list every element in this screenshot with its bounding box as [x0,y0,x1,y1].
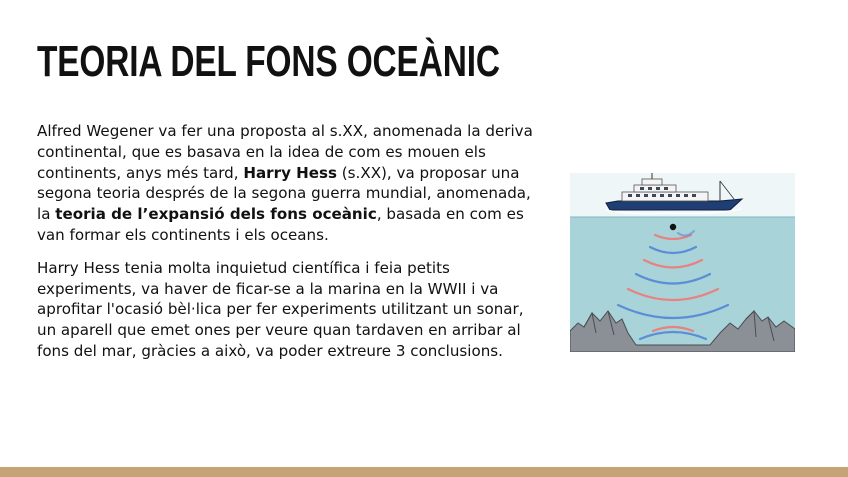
slide-body [37,121,541,374]
paragraph1-text-b: (s.XX), va proposar una segona teoria després de la segona guerra mundial, anomenada, la [37,163,531,224]
paragraph1-text-a: Alfred Wegener va fer una proposta al s.XX, anomenada la deriva continental, que es basava en la idea de com es mouen els continents, anys més tard, [37,122,533,182]
slide-title: TEORIA DEL FONS OCEÀNIC [37,37,500,86]
theory-name-bold: teoria de l’expansió dels fons oceànic [55,205,377,224]
paragraph-wegener [37,121,541,246]
paragraph-hess: Harry Hess tenia molta inquietud científica i feia petits experiments, va haver de ficar-se a la marina en la WWII i va aprofitar l'ocasió bèl·lica per fer experiments utilitzant un sonar, un aparell que emet ones per veure quan tardaven en arribar al fons del mar, gràcies a això, va poder extreure 3 conclusions. [37,258,524,360]
footer-bar [0,467,848,477]
paragraph1-text-c: , basada en com es van formar els continents i els oceans. [37,205,524,244]
sonar-ship-illustration [570,173,795,352]
sonar-source [670,224,676,230]
harry-hess-bold: Harry Hess [243,163,337,182]
